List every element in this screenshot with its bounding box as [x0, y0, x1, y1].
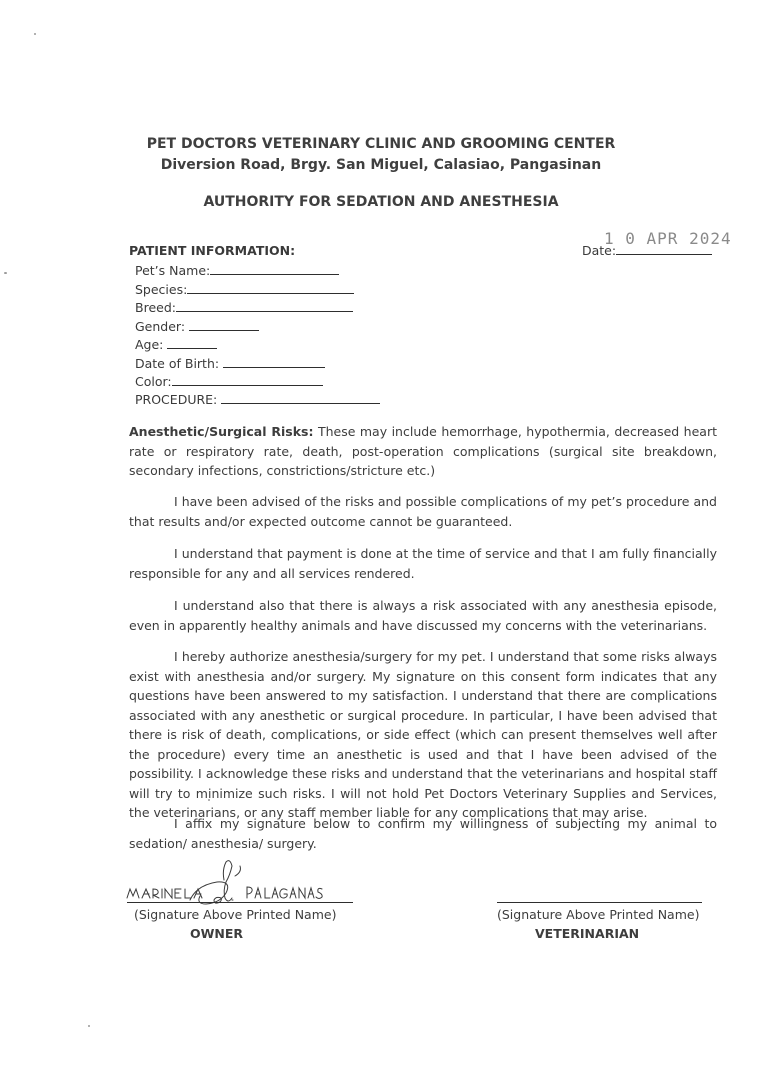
procedure-blank[interactable]	[221, 391, 380, 404]
risks-paragraph	[129, 422, 717, 481]
scan-speck	[34, 33, 36, 35]
owner-signature-line[interactable]	[127, 902, 353, 903]
age-field	[135, 336, 217, 352]
pet-name-label: Pet’s Name:	[135, 263, 211, 278]
procedure-label: PROCEDURE:	[135, 392, 222, 407]
veterinarian-signature-line[interactable]	[497, 902, 702, 903]
color-field	[135, 373, 323, 389]
dob-field	[135, 355, 325, 371]
clinic-name: PET DOCTORS VETERINARY CLINIC AND GROOMING CENTER	[146, 136, 616, 152]
dob-blank[interactable]	[223, 355, 325, 368]
date-label: Date:	[582, 243, 617, 258]
species-label: Species:	[135, 282, 188, 297]
breed-field	[135, 299, 353, 315]
color-blank[interactable]	[172, 373, 323, 386]
breed-label: Breed:	[135, 300, 176, 315]
consent-paragraph-4: I hereby authorize anesthesia/surgery for my pet. I understand that some risks always exist with anesthesia and/or surgery. My signature on this consent form indicates that any questions have been answered to my satisfaction. I understand that there are complications associated with any anesthetic or surgical procedure. In particular, I have been advised that there is risk of death, complications, or side effect (which can present themselves well after the procedure) every time an anesthetic is used and that I have been advised of the possibility. I acknowledge these risks and understand that the veterinarians and hospital staff will try to minimize such risks. I will not hold Pet Doctors Veterinary Supplies and Services, the veterinarians, or any staff member liable for any complications that may arise.	[129, 649, 717, 820]
dob-label: Date of Birth:	[135, 356, 224, 371]
scan-speck	[4, 272, 7, 274]
consent-paragraph-3: I understand also that there is always a risk associated with any anesthesia episode, even in apparently healthy animals and have discussed my concerns with the veterinarians.	[129, 598, 717, 633]
consent-paragraph-1: I have been advised of the risks and possible complications of my pet’s procedure and that results and/or expected outcome cannot be guaranteed.	[129, 494, 717, 529]
consent-paragraph-5: I affix my signature below to confirm my willingness of subjecting my animal to sedation/ anesthesia/ surgery.	[129, 816, 717, 851]
species-field	[135, 281, 354, 297]
date-stamp: 1 0 APR 2024	[604, 229, 732, 248]
owner-signature-caption: (Signature Above Printed Name)	[134, 907, 337, 922]
species-blank[interactable]	[187, 281, 354, 294]
age-blank[interactable]	[167, 336, 217, 349]
color-label: Color:	[135, 374, 172, 389]
patient-info-heading: PATIENT INFORMATION:	[129, 243, 296, 258]
breed-blank[interactable]	[176, 299, 353, 312]
scan-speck	[88, 1025, 90, 1027]
pet-name-field	[135, 262, 339, 278]
clinic-address: Diversion Road, Brgy. San Miguel, Calasiao, Pangasinan	[160, 157, 602, 173]
veterinarian-role-label: VETERINARIAN	[535, 926, 640, 941]
pet-name-blank[interactable]	[210, 262, 339, 275]
risks-label: Anesthetic/Surgical Risks:	[129, 424, 314, 439]
owner-role-label: OWNER	[190, 926, 244, 941]
age-label: Age:	[135, 337, 168, 352]
form-title: AUTHORITY FOR SEDATION AND ANESTHESIA	[203, 194, 559, 210]
veterinarian-signature-caption: (Signature Above Printed Name)	[497, 907, 700, 922]
gender-blank[interactable]	[189, 318, 259, 331]
consent-paragraph-2: I understand that payment is done at the time of service and that I am fully financially responsible for any and all services rendered.	[129, 546, 717, 581]
gender-label: Gender:	[135, 319, 190, 334]
risks-text: These may include hemorrhage, hypothermia, decreased heart rate or respiratory rate, death, post-operation complications (surgical site breakdown, secondary infections, constrictions/stricture etc.)	[129, 424, 717, 478]
procedure-field	[135, 391, 380, 407]
gender-field	[135, 318, 259, 334]
